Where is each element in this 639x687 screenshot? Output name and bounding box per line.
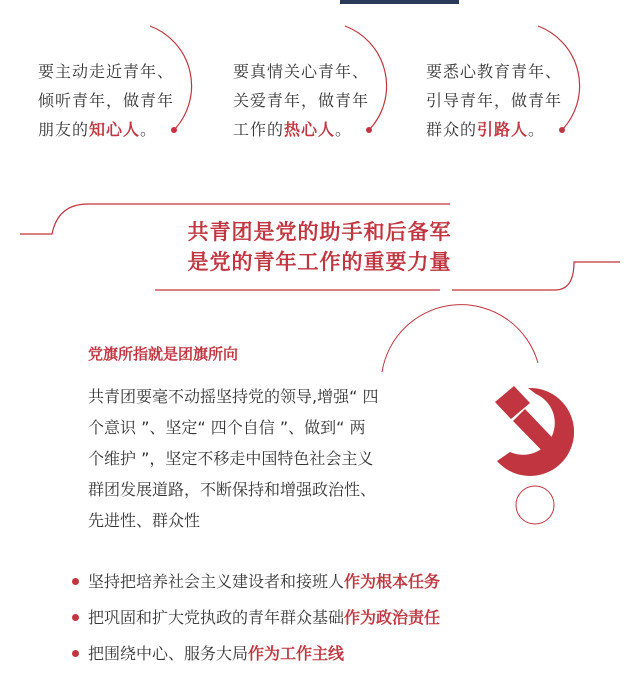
bullet-item: 坚持把培养社会主义建设者和接班人作为根本任务 (72, 568, 440, 604)
paragraph-line: 共青团要毫不动摇坚持党的领导,增强“ 四 (88, 387, 379, 406)
card-highlight: 引路人 (477, 120, 529, 139)
card-line: 要主动走近青年、 (38, 62, 175, 81)
card-line: 工作的热心人。 (233, 120, 353, 139)
bullet-dot-icon (72, 578, 79, 585)
paragraph-line: 先进性、群众性 (88, 511, 201, 530)
bullet-dot-icon (72, 614, 79, 621)
paragraph-line: 群团发展道路，不断保持和增强政治性、 (88, 480, 377, 499)
bullet-dot-icon (72, 650, 79, 657)
card-line: 关爱青年，做青年 (233, 91, 370, 110)
paragraph-line: 个意识 ”、坚定“ 四个自信 ”、做到“ 两 (88, 418, 366, 437)
bullet-highlight: 作为根本任务 (344, 572, 441, 591)
bullet-item: 把巩固和扩大党执政的青年群众基础作为政治责任 (72, 604, 440, 640)
card-line: 群众的引路人。 (426, 120, 546, 139)
card-line: 引导青年，做青年 (426, 91, 563, 110)
section-title-line1: 共青团是党的助手和后备军 (187, 219, 452, 244)
card-highlight: 热心人 (284, 120, 336, 139)
paragraph-line: 个维护 ”，坚定不移走中国特色社会主义 (88, 449, 374, 468)
card-line: 倾听青年，做青年 (38, 91, 175, 110)
card-highlight: 知心人 (89, 120, 141, 139)
card-line: 朋友的知心人。 (38, 120, 158, 139)
hammer-sickle-icon (495, 386, 574, 476)
card-line: 要真情关心青年、 (233, 62, 370, 81)
bullet-list (72, 568, 440, 676)
card-line: 要悉心教育青年、 (426, 62, 563, 81)
section-title-line2: 是党的青年工作的重要力量 (187, 249, 452, 274)
bullet-highlight: 作为工作主线 (248, 644, 345, 663)
bullet-highlight: 作为政治责任 (344, 608, 441, 627)
bullet-item: 把围绕中心、服务大局作为工作主线 (72, 640, 440, 676)
subheading: 党旗所指就是团旗所向 (88, 345, 239, 363)
